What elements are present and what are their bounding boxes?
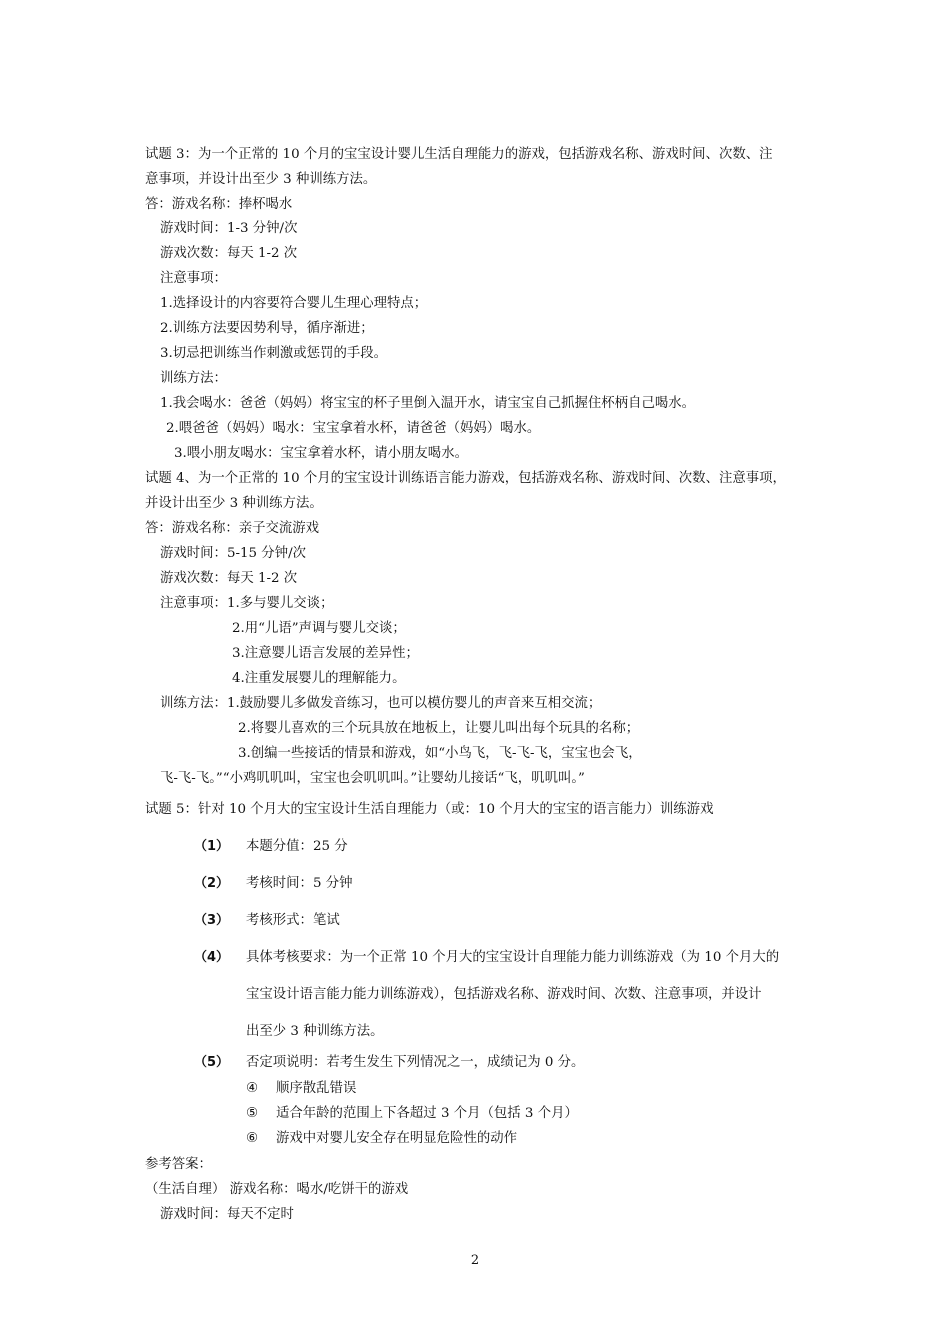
negative-item-marker: ⑤	[246, 1106, 259, 1121]
q3-method-3: 3.喂小朋友喝水：宝宝拿着水杯，请小朋友喝水。	[174, 446, 468, 461]
q4-game-time: 游戏时间：5-15 分钟/次	[160, 546, 306, 561]
q3-method-1: 1.我会喝水：爸爸（妈妈）将宝宝的杯子里倒入温开水，请宝宝自己抓握住杯柄自己喝水。	[160, 396, 696, 411]
q4-title-line2: 并设计出至少 3 种训练方法。	[145, 496, 323, 511]
q4-note-3: 3.注意婴儿语言发展的差异性；	[232, 646, 419, 661]
q5-item-3-text: 考核形式：笔试	[246, 913, 340, 928]
q5-item-1-text: 本题分值：25 分	[246, 839, 348, 854]
q3-method-2: 2.喂爸爸（妈妈）喝水：宝宝拿着水杯，请爸爸（妈妈）喝水。	[166, 421, 541, 436]
q4-game-count: 游戏次数：每天 1-2 次	[160, 571, 298, 586]
negative-item-text: 适合年龄的范围上下各超过 3 个月（包括 3 个月）	[276, 1106, 578, 1121]
q5-item-5-number: （5）	[194, 1055, 230, 1070]
negative-item-text: 顺序散乱错误	[276, 1081, 357, 1096]
answer-line-1: （生活自理） 游戏名称：喝水/吃饼干的游戏	[145, 1182, 409, 1197]
q4-note-4: 4.注重发展婴儿的理解能力。	[232, 671, 406, 686]
q3-methods-label: 训练方法：	[160, 371, 227, 386]
q3-game-name: 答：游戏名称：捧杯喝水	[145, 197, 293, 212]
q5-title: 试题 5：针对 10 个月大的宝宝设计生活自理能力（或：10 个月大的宝宝的语言能力）训练游戏	[145, 802, 714, 817]
q4-method-1: 训练方法：1.鼓励婴儿多做发音练习，也可以模仿婴儿的声音来互相交流；	[160, 696, 602, 711]
q5-item-3-number: （3）	[194, 913, 230, 928]
negative-item-text: 游戏中对婴儿安全存在明显危险性的动作	[276, 1131, 518, 1146]
q5-item-5-text: 否定项说明：若考生发生下列情况之一，成绩记为 0 分。	[246, 1055, 585, 1070]
answer-label: 参考答案：	[145, 1157, 212, 1172]
q4-note-1: 注意事项：1.多与婴儿交谈；	[160, 596, 334, 611]
q5-item-4-line2: 宝宝设计语言能力能力训练游戏），包括游戏名称、游戏时间、次数、注意事项，并设计	[246, 987, 762, 1002]
q3-note-3: 3.切忌把训练当作刺激或惩罚的手段。	[160, 346, 388, 361]
q4-title-line1: 试题 4、为一个正常的 10 个月的宝宝设计训练语言能力游戏，包括游戏名称、游戏时间、次数、注意事项，	[145, 471, 786, 486]
q5-item-2-text: 考核时间：5 分钟	[246, 876, 353, 891]
q4-method-3a: 3.创编一些接话的情景和游戏，如“小鸟飞，飞-飞-飞，宝宝也会飞，	[238, 746, 642, 761]
q5-item-4-line3: 出至少 3 种训练方法。	[246, 1024, 384, 1039]
negative-item-marker: ④	[246, 1081, 259, 1096]
q5-item-4-line1: 具体考核要求：为一个正常 10 个月大的宝宝设计自理能力能力训练游戏（为 10 个月大的	[246, 950, 780, 965]
q3-notes-label: 注意事项：	[160, 271, 227, 286]
q3-game-time: 游戏时间：1-3 分钟/次	[160, 221, 298, 236]
q5-item-2-number: （2）	[194, 876, 230, 891]
q3-title-line1: 试题 3：为一个正常的 10 个月的宝宝设计婴儿生活自理能力的游戏，包括游戏名称、游戏时间、次数、注	[145, 147, 773, 162]
q4-method-2: 2.将婴儿喜欢的三个玩具放在地板上，让婴儿叫出每个玩具的名称；	[238, 721, 640, 736]
page-number: 2	[470, 1253, 480, 1268]
negative-item-marker: ⑥	[246, 1131, 259, 1146]
q4-game-name: 答：游戏名称：亲子交流游戏	[145, 521, 320, 536]
q3-title-line2: 意事项，并设计出至少 3 种训练方法。	[145, 172, 377, 187]
q3-game-count: 游戏次数：每天 1-2 次	[160, 246, 298, 261]
q4-method-3b: 飞-飞-飞。”“小鸡叽叽叫，宝宝也会叽叽叫。”让婴幼儿接话“飞，叽叽叫。”	[160, 771, 585, 786]
q3-note-1: 1.选择设计的内容要符合婴儿生理心理特点；	[160, 296, 428, 311]
q3-note-2: 2.训练方法要因势利导，循序渐进；	[160, 321, 374, 336]
q4-note-2: 2.用“儿语”声调与婴儿交谈；	[232, 621, 406, 636]
q5-item-1-number: （1）	[194, 839, 230, 854]
q5-item-4-number: （4）	[194, 950, 230, 965]
answer-line-2: 游戏时间：每天不定时	[160, 1207, 294, 1222]
